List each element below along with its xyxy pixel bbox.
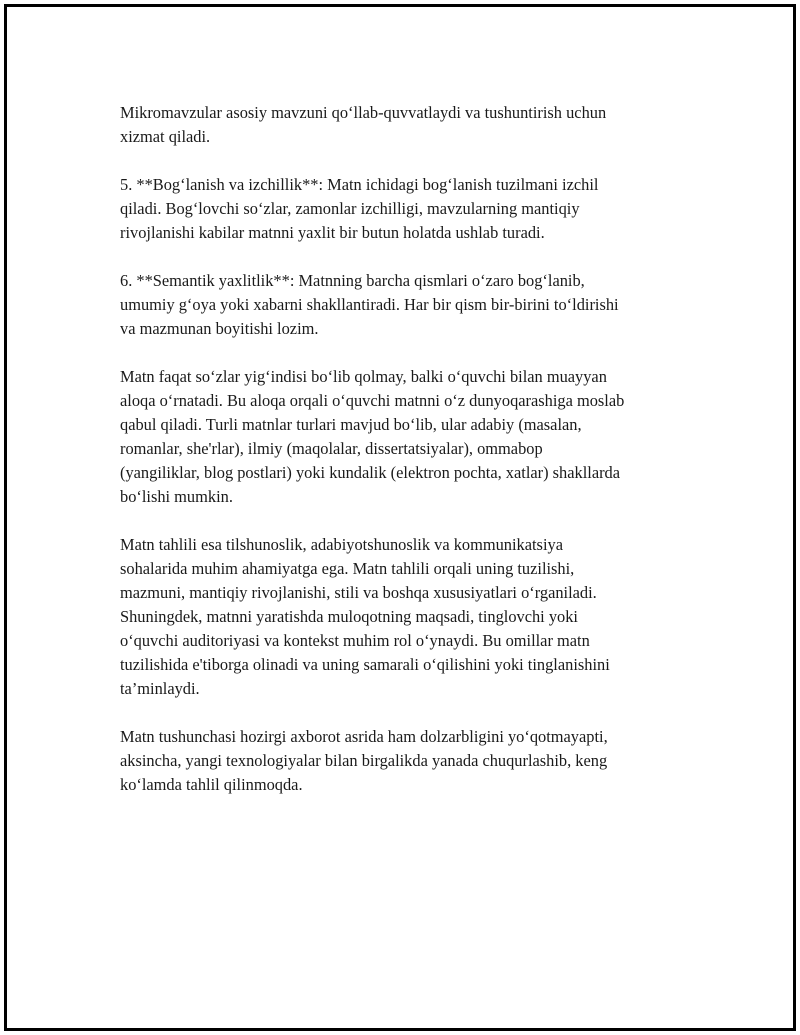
paragraph-text-communication: Matn faqat so‘zlar yig‘indisi bo‘lib qolmay, balki o‘quvchi bilan muayyan aloqa o‘rnatadi. Bu aloqa orqali o‘quvchi matnni o‘z dunyoqarashiga moslab qabul qiladi. Turli matnlar turlari mavjud bo‘lib, ular adabiy (masalan, romanlar, she'rlar), ilmiy (maqolalar, dissertatsiyalar), ommabop (yangiliklar, blog postlari) yoki kundalik (elektron pochta, xatlar) shakllarda bo‘lishi mumkin. xyxy=(120,367,625,506)
paragraph-semantic-integrity: 6. **Semantik yaxlitlik**: Matnning barcha qismlari o‘zaro bog‘lanib, umumiy g‘oya yoki xabarni shakllantiradi. Har bir qism bir-birini to‘ldirishi va mazmunan boyitishi lozim. xyxy=(120,271,619,338)
paragraph-text-analysis: Matn tahlili esa tilshunoslik, adabiyotshunoslik va kommunikatsiya sohalarida muhim ahamiyatga ega. Matn tahlili orqali uning tuzilishi, mazmuni, mantiqiy rivojlanishi, stili va boshqa xususiyatlari o‘rganiladi. Shuningdek, matnni yaratishda muloqotning maqsadi, tinglovchi yoki o‘quvchi auditoriyasi va kontekst muhim rol o‘ynaydi. Bu omillar matn tuzilishida e'tiborga olinadi va uning samarali o‘qilishini yoki tinglanishini ta’minlaydi. xyxy=(120,535,610,698)
page-frame xyxy=(4,4,796,1031)
paragraph-relevance: Matn tushunchasi hozirgi axborot asrida ham dolzarbligini yo‘qotmayapti, aksincha, yangi texnologiyalar bilan birgalikda yanada chuqurlashib, keng ko‘lamda tahlil qilinmoqda. xyxy=(120,727,608,794)
paragraph-microtopics: Mikromavzular asosiy mavzuni qo‘llab-quvvatlaydi va tushuntirish uchun xizmat qiladi. xyxy=(120,103,607,146)
paragraph-cohesion: 5. **Bog‘lanish va izchillik**: Matn ichidagi bog‘lanish tuzilmani izchil qiladi. Bog‘lovchi so‘zlar, zamonlar izchilligi, mavzularning mantiqiy rivojlanishi kabilar matnni yaxlit bir butun holatda ushlab turadi. xyxy=(120,175,599,242)
document-body xyxy=(120,101,700,821)
